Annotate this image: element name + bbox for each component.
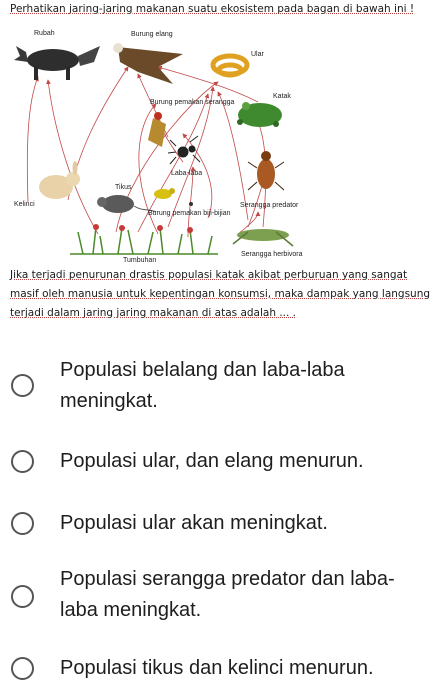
option-label: Populasi ular, dan elang menurun.	[60, 450, 364, 472]
radio-button-icon[interactable]	[11, 374, 34, 397]
rabbit-icon	[39, 161, 80, 199]
grasshopper-icon	[233, 229, 293, 246]
label-tikus: Tikus	[115, 184, 132, 191]
flowers-icon	[93, 224, 193, 233]
label-kelinci: Kelinci	[14, 201, 35, 208]
radio-button-icon[interactable]	[11, 657, 34, 680]
spider-icon	[168, 136, 200, 164]
predator-insect-icon	[248, 151, 284, 190]
label-burung-pemakan-serangga: Burung pemakan serangga	[150, 99, 235, 106]
fox-icon	[14, 46, 100, 80]
option-b[interactable]	[0, 443, 441, 479]
option-a[interactable]	[0, 353, 441, 419]
food-web-diagram	[8, 22, 433, 262]
label-katak: Katak	[273, 93, 291, 100]
snake-icon	[213, 56, 247, 75]
label-burung-elang: Burung elang	[131, 31, 173, 38]
label-rubah: Rubah	[34, 30, 55, 37]
label-burung-pemakan-biji: Burung pemakan biji-bijian	[148, 210, 231, 217]
option-e[interactable]	[0, 650, 441, 686]
radio-button-icon[interactable]	[11, 450, 34, 473]
frog-icon	[237, 102, 282, 127]
insectivorous-bird-icon	[148, 112, 166, 147]
question-text: Jika terjadi penurunan drastis populasi katak akibat perburuan yang sangat masif oleh manusia untuk kepentingan konsumsi, maka dampak yang langsung terjadi dalam jaring jaring makanan di atas adalah ... .	[10, 269, 431, 319]
label-serangga-herbivora: Serangga herbivora	[241, 251, 303, 258]
label-ular: Ular	[251, 51, 264, 58]
option-label: Populasi serangga predator dan laba-laba meningkat.	[60, 568, 395, 621]
plants-icon	[70, 227, 218, 254]
option-label: Populasi ular akan meningkat.	[60, 512, 328, 534]
radio-button-icon[interactable]	[11, 512, 34, 535]
option-d[interactable]	[0, 563, 441, 629]
option-label: Populasi belalang dan laba-laba meningkat.	[60, 359, 345, 412]
seed-bird-icon	[154, 188, 193, 206]
label-serangga-predator: Serangga predator	[240, 202, 299, 209]
radio-button-icon[interactable]	[11, 585, 34, 608]
instruction-text: Perhatikan jaring-jaring makanan suatu ekosistem pada bagan di bawah ini !	[10, 3, 415, 15]
option-label: Populasi tikus dan kelinci menurun.	[60, 657, 374, 679]
option-c[interactable]	[0, 505, 441, 541]
eagle-icon	[113, 43, 183, 84]
label-tumbuhan: Tumbuhan	[123, 257, 157, 262]
label-laba-laba: Laba-laba	[171, 170, 203, 177]
